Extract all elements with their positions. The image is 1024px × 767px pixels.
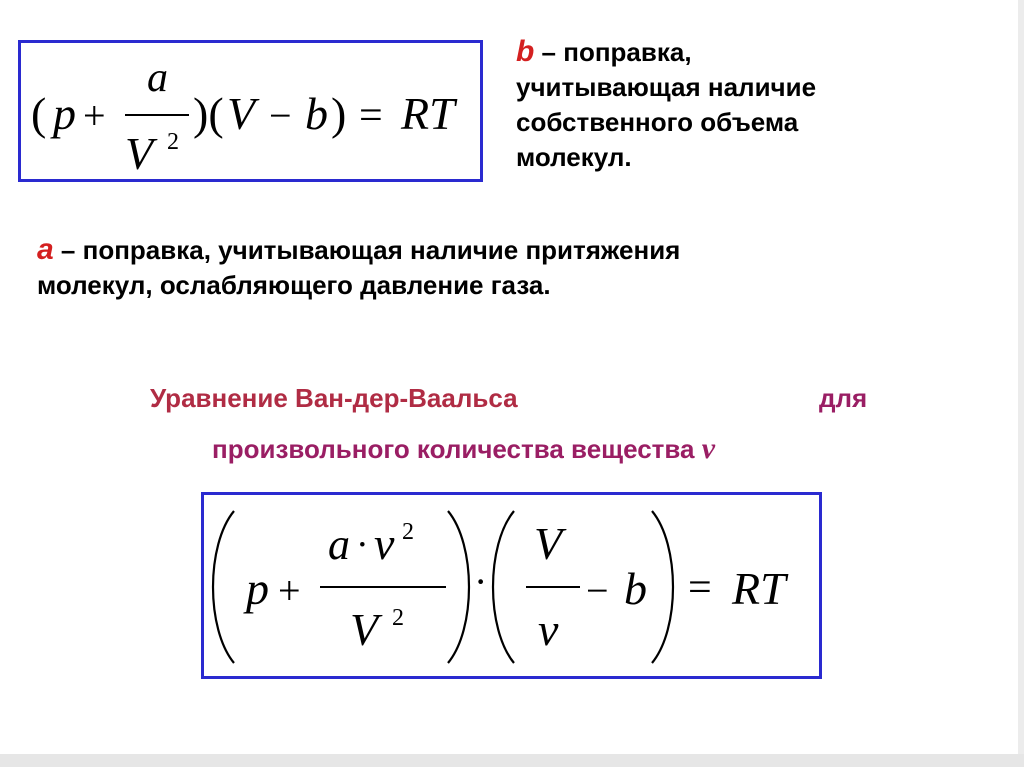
- formula2-frac2-num: V: [534, 518, 563, 569]
- formula2-num-a: a: [328, 520, 350, 569]
- heading-title: Уравнение Ван-дер-Ваальса: [150, 383, 518, 413]
- definition-b-text1: поправка,: [563, 37, 692, 67]
- formula2-num-nu: ν: [374, 518, 395, 569]
- definition-a-dash: –: [53, 235, 83, 265]
- definition-a-line2: молекул, ослабляющего давление газа.: [37, 270, 551, 300]
- symbol-b: b: [516, 35, 535, 68]
- definition-b-line4: молекул.: [516, 142, 632, 172]
- big-paren-left-1: [213, 511, 234, 663]
- heading-for: для: [819, 383, 868, 413]
- big-paren-left-2: [493, 511, 514, 663]
- formula-p: p: [53, 88, 76, 139]
- formula2-minus: −: [586, 568, 609, 613]
- formula2-b: b: [624, 563, 647, 614]
- big-paren-right-2: [652, 511, 673, 663]
- big-paren-right-1: [448, 511, 469, 663]
- definition-b-line3: собственного объема: [516, 107, 799, 137]
- formula-numerator-a: a: [147, 55, 168, 101]
- formula-rhs: RT: [401, 88, 455, 139]
- heading-subtitle-text: произвольного количества вещества: [212, 434, 695, 464]
- formula2-den-power: 2: [392, 605, 404, 631]
- slide-bottom-edge: [0, 754, 1024, 767]
- definition-b-line1: [516, 34, 896, 70]
- formula-close-paren: ): [331, 88, 347, 139]
- formula-general: [204, 495, 825, 682]
- formula-denominator-V: V: [125, 128, 154, 179]
- slide-right-edge: [1018, 0, 1024, 767]
- formula-plus: +: [83, 93, 106, 138]
- formula2-num-power: 2: [402, 519, 414, 545]
- formula-equals: =: [359, 93, 383, 139]
- formula2-mid-dot: ·: [474, 559, 488, 604]
- definition-a-text1: поправка, учитывающая наличие притяжения: [82, 235, 681, 265]
- definition-b-dash: –: [534, 37, 564, 67]
- definition-a: [37, 232, 897, 303]
- formula-b: b: [305, 88, 328, 139]
- definition-b: [516, 34, 896, 175]
- definition-b-line2: учитывающая наличие: [516, 72, 817, 102]
- formula2-rhs: RT: [732, 563, 786, 614]
- formula-power-2: 2: [167, 129, 179, 155]
- formula-box-general: [201, 492, 822, 679]
- formula2-plus: +: [278, 568, 301, 613]
- formula2-frac2-den: ν: [538, 604, 559, 655]
- formula-minus: −: [269, 93, 292, 138]
- definition-a-line1: [37, 232, 897, 268]
- formula2-dot: ·: [356, 524, 369, 566]
- formula-close-open-paren: )(: [193, 88, 224, 139]
- formula-open-paren: (: [31, 88, 47, 139]
- heading-subtitle: [212, 432, 715, 466]
- formula2-den-V: V: [350, 604, 379, 655]
- formula-V: V: [227, 88, 256, 139]
- formula2-equals: =: [688, 565, 712, 611]
- formula2-p: p: [246, 563, 269, 614]
- heading-nu-symbol: ν: [701, 432, 716, 465]
- formula-box-molar: [18, 40, 483, 182]
- symbol-a: a: [37, 233, 54, 266]
- formula-molar: [21, 43, 486, 185]
